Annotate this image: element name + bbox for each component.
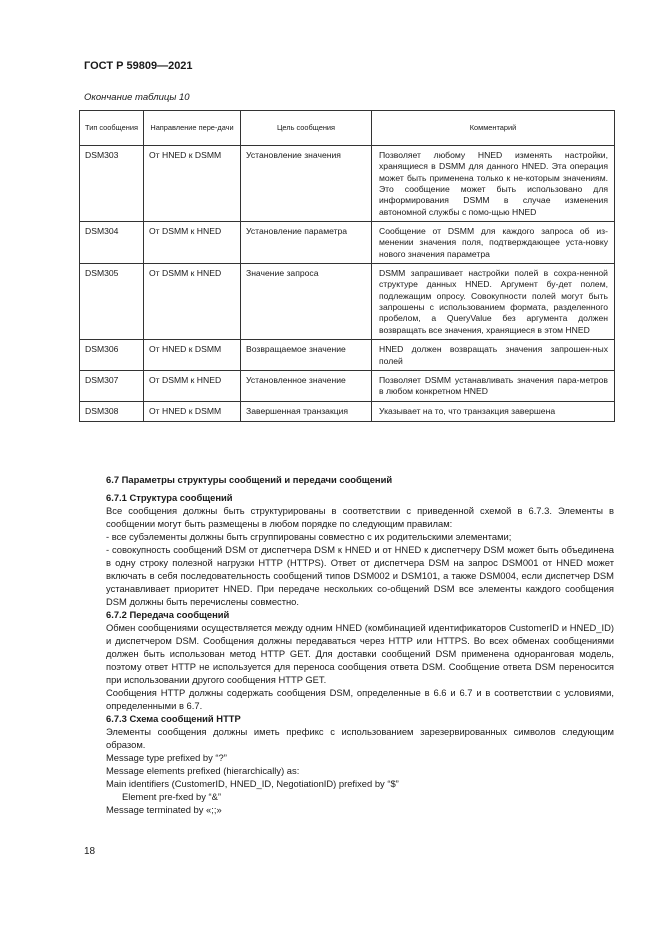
cell-comment: Указывает на то, что транзакция завершена [372, 401, 615, 421]
cell-comment: Сообщение от DSMM для каждого запроса об из-менении значения поля, подтверждающее уста-новку нового значения параметра [372, 222, 615, 264]
cell-purpose: Значение запроса [241, 264, 372, 340]
cell-type: DSM307 [80, 370, 144, 401]
section-body [84, 473, 614, 816]
cell-type: DSM303 [80, 146, 144, 222]
cell-purpose: Завершенная транзакция [241, 401, 372, 421]
paragraph: Сообщения HTTP должны содержать сообщения DSM, определенные в 6.6 и 6.7 и в соответствии с условиями, определенными в 6.7. [106, 687, 614, 711]
list-item: - совокупность сообщений DSM от диспетчера DSM к HNED и от HNED к диспетчеру DSM может быть объединена в одну строку полезной нагрузки HTTP (HTTPS). Ответ от диспетчера DSM на запрос DSM001 от HNED может включать в себя последовательность сообщений типов DSM002 и DSM101, а также DSM004, если диспетчер DSM устанавливает приоритет HNED. При передаче нескольких со-общений DSM все элементы каждого сообщения DSM должны быть перечислены совместно. [106, 544, 614, 607]
cell-type: DSM304 [80, 222, 144, 264]
cell-direction: От DSMM к HNED [144, 222, 241, 264]
table-row [80, 340, 615, 371]
table-row [80, 146, 615, 222]
list-item: - все субэлементы должны быть сгруппированы совместно с их родительскими элементами; [106, 531, 512, 542]
cell-comment: DSMM запрашивает настройки полей в сохра-ненной структуре данных HNED. Аргумент бу-дет полем, подлежащим опросу. Совокупности полей могут быть запрошены с использованием формата, разделенного пробелом, а QueryValue без аргумента должен возвращать все значения, хранящиеся в этом HNED [372, 264, 615, 340]
table-row [80, 401, 615, 421]
cell-direction: От HNED к DSMM [144, 340, 241, 371]
cell-comment: HNED должен возвращать значения запрошен-ных полей [372, 340, 615, 371]
cell-purpose: Установление параметра [241, 222, 372, 264]
section-heading-6-7-1: 6.7.1 Структура сообщений [106, 492, 233, 503]
code-line: Message type prefixed by “?” [106, 752, 227, 763]
cell-direction: От DSMM к HNED [144, 264, 241, 340]
cell-purpose: Возвращаемое значение [241, 340, 372, 371]
cell-comment: Позволяет DSMM устанавливать значения пара-метров в любом конкретном HNED [372, 370, 615, 401]
column-header-direction: Направление пере-дачи [144, 111, 241, 146]
cell-direction: От DSMM к HNED [144, 370, 241, 401]
section-heading-6-7-2: 6.7.2 Передача сообщений [106, 609, 230, 620]
cell-direction: От HNED к DSMM [144, 146, 241, 222]
messages-table [79, 110, 615, 422]
cell-direction: От HNED к DSMM [144, 401, 241, 421]
table-row [80, 222, 615, 264]
paragraph: Элементы сообщения должны иметь префикс с использованием зарезервированных символов следующим образом. [106, 726, 614, 750]
column-header-type: Тип сообщения [80, 111, 144, 146]
table-header-row [80, 111, 615, 146]
column-header-purpose: Цель сообщения [241, 111, 372, 146]
table-row [80, 264, 615, 340]
table-row [80, 370, 615, 401]
code-line: Message terminated by «;;» [106, 804, 222, 815]
document-header: ГОСТ Р 59809—2021 [84, 60, 193, 72]
cell-comment: Позволяет любому HNED изменять настройки, хранящиеся в DSMM для данного HNED. Эта операция может быть применена только к не-которым значениям. Это сообщение может быть использовано для информирования DSMM в случае изменения автономной службы с помо-щью HNED [372, 146, 615, 222]
paragraph: Все сообщения должны быть структурированы в соответствии с приведенной схемой в 6.7.3. Элементы в сообщении могут быть размещены в любом порядке по следующим правилам: [106, 505, 614, 529]
cell-type: DSM308 [80, 401, 144, 421]
cell-purpose: Установление значения [241, 146, 372, 222]
column-header-comment: Комментарий [372, 111, 615, 146]
section-heading-6-7: 6.7 Параметры структуры сообщений и передачи сообщений [106, 474, 393, 485]
cell-type: DSM306 [80, 340, 144, 371]
table-caption: Окончание таблицы 10 [84, 92, 190, 103]
code-line: Message elements prefixed (hierarchically) as: [106, 765, 300, 776]
section-heading-6-7-3: 6.7.3 Схема сообщений HTTP [106, 713, 241, 724]
code-line: Element pre-fxed by “&” [122, 791, 221, 802]
cell-type: DSM305 [80, 264, 144, 340]
page-number: 18 [84, 846, 96, 857]
paragraph: Обмен сообщениями осуществляется между одним HNED (комбинацией идентификаторов CustomerID и HNED_ID) и диспетчером DSM. Сообщения должны передаваться через HTTP или HTTPS. Во всех обменах сообщениями должен быть использован метод HTTP GET. Для доставки сообщений DSM применена одноранговая модель, поэтому ответ HTTP не используется для переноса сообщения ответа DSM. Сообщение ответа DSM переносится при использовании другого сообщения HTTP GET. [106, 622, 614, 685]
code-line: Main identifiers (CustomerID, HNED_ID, NegotiationID) prefixed by “$” [106, 778, 399, 789]
cell-purpose: Установленное значение [241, 370, 372, 401]
